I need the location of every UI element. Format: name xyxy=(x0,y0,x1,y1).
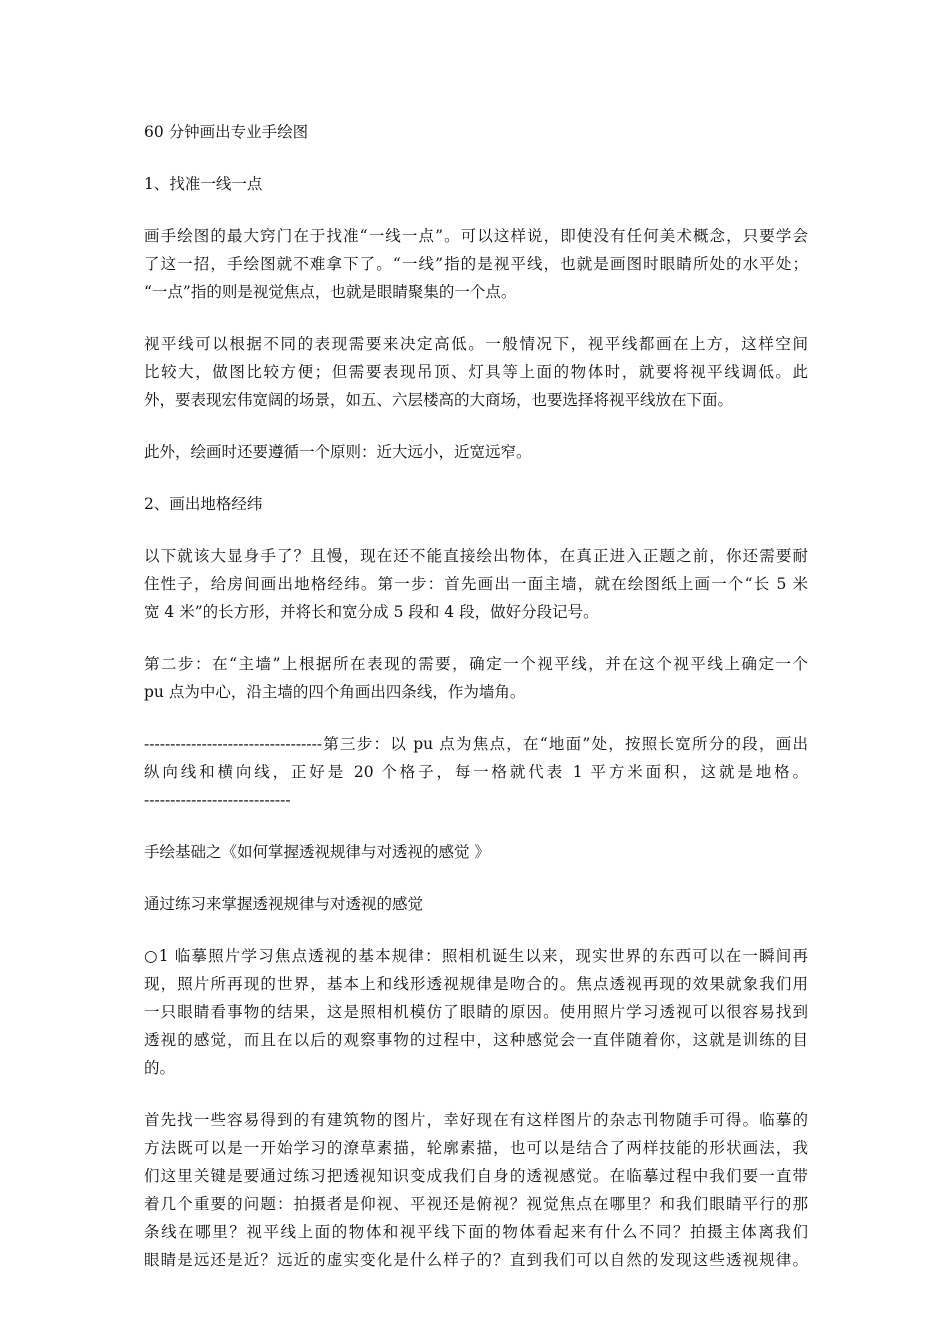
paragraph-line: 方法既可以是一开始学习的潦草素描，轮廓素描，也可以是结合了两样技能的形状画法，我 xyxy=(144,1139,808,1157)
paragraph-2 xyxy=(144,330,808,414)
paragraph-line: 条线在哪里？视平线上面的物体和视平线下面的物体看起来有什么不同？拍摄主体离我们 xyxy=(144,1223,808,1241)
section-heading-1: 1、找准一线一点 xyxy=(144,175,263,193)
paragraph-line: 首先找一些容易得到的有建筑物的图片，幸好现在有这样图片的杂志刊物随手可得。临摹的 xyxy=(144,1111,808,1129)
section-heading-3: 手绘基础之《如何掌握透视规律与对透视的感觉 》 xyxy=(144,843,490,861)
paragraph-line: 的。 xyxy=(144,1059,176,1077)
paragraph-line: 此外，绘画时还要遵循一个原则：近大远小，近宽远窄。 xyxy=(144,443,532,461)
paragraph-line: 们这里关键是要通过练习把透视知识变成我们自身的透视感觉。在临摹过程中我们要一直带 xyxy=(144,1167,808,1185)
paragraph-line: 宽 4 米”的长方形，并将长和宽分成 5 段和 4 段，做好分段记号。 xyxy=(144,603,599,621)
document-page xyxy=(144,118,808,1274)
paragraph-line: 外，要表现宏伟宽阔的场景，如五、六层楼高的大商场，也要选择将视平线放在下面。 xyxy=(144,391,734,409)
paragraph-line: 住性子，给房间画出地格经纬。第一步：首先画出一面主墙，就在绘图纸上画一个“长 5 米 xyxy=(144,575,808,593)
paragraph-line: pu 点为中心，沿主墙的四个角画出四条线，作为墙角。 xyxy=(144,683,526,701)
section-heading-4: 通过练习来掌握透视规律与对透视的感觉 xyxy=(144,895,424,913)
paragraph-5 xyxy=(144,650,808,706)
paragraph-line: “一点”指的则是视觉焦点，也就是眼睛聚集的一个点。 xyxy=(144,283,517,301)
paragraph-line: 一只眼睛看事物的结果，这是照相机模仿了眼睛的原因。使用照片学习透视可以很容易找到 xyxy=(144,1003,808,1021)
paragraph-line: 视平线可以根据不同的表现需要来决定高低。一般情况下，视平线都画在上方，这样空间 xyxy=(144,335,808,353)
paragraph-line: ---------------------------- xyxy=(144,791,291,809)
paragraph-line: 着几个重要的问题：拍摄者是仰视、平视还是俯视？视觉焦点在哪里？和我们眼睛平行的那 xyxy=(144,1195,808,1213)
paragraph-line: 比较大，做图比较方便；但需要表现吊顶、灯具等上面的物体时，就要将视平线调低。此 xyxy=(144,363,808,381)
paragraph-line: 眼睛是远还是近？远近的虚实变化是什么样子的？直到我们可以自然的发现这些透视规律。 xyxy=(144,1251,808,1269)
paragraph-line: 了这一招，手绘图就不难拿下了。“一线”指的是视平线，也就是画图时眼睛所处的水平处； xyxy=(144,255,808,273)
paragraph-6 xyxy=(144,730,808,814)
paragraph-8 xyxy=(144,1106,808,1274)
paragraph-line: 透视的感觉，而且在以后的观察事物的过程中，这种感觉会一直伴随着你，这就是训练的目 xyxy=(144,1031,808,1049)
section-heading-2: 2、画出地格经纬 xyxy=(144,495,263,513)
paragraph-7 xyxy=(144,942,808,1082)
paragraph-line: ----------------------------------第三步：以 pu 点为焦点，在“地面”处，按照长宽所分的段，画出 xyxy=(144,735,808,753)
paragraph-line: 画手绘图的最大窍门在于找准“一线一点”。可以这样说，即使没有任何美术概念，只要学会 xyxy=(144,227,808,245)
paragraph-line: 第二步：在“主墙”上根据所在表现的需要，确定一个视平线，并在这个视平线上确定一个 xyxy=(144,655,808,673)
paragraph-line: 纵向线和横向线，正好是 20 个格子，每一格就代表 1 平方米面积，这就是地格。 xyxy=(144,763,808,781)
paragraph-3 xyxy=(144,438,808,466)
paragraph-line: 现，照片所再现的世界，基本上和线形透视规律是吻合的。焦点透视再现的效果就象我们用 xyxy=(144,975,808,993)
paragraph-1 xyxy=(144,222,808,306)
document-title: 60 分钟画出专业手绘图 xyxy=(144,123,309,141)
paragraph-line: ○1 临摹照片学习焦点透视的基本规律：照相机诞生以来，现实世界的东西可以在一瞬间再 xyxy=(144,947,808,965)
paragraph-4 xyxy=(144,542,808,626)
paragraph-line: 以下就该大显身手了？且慢，现在还不能直接绘出物体，在真正进入正题之前，你还需要耐 xyxy=(144,547,808,565)
